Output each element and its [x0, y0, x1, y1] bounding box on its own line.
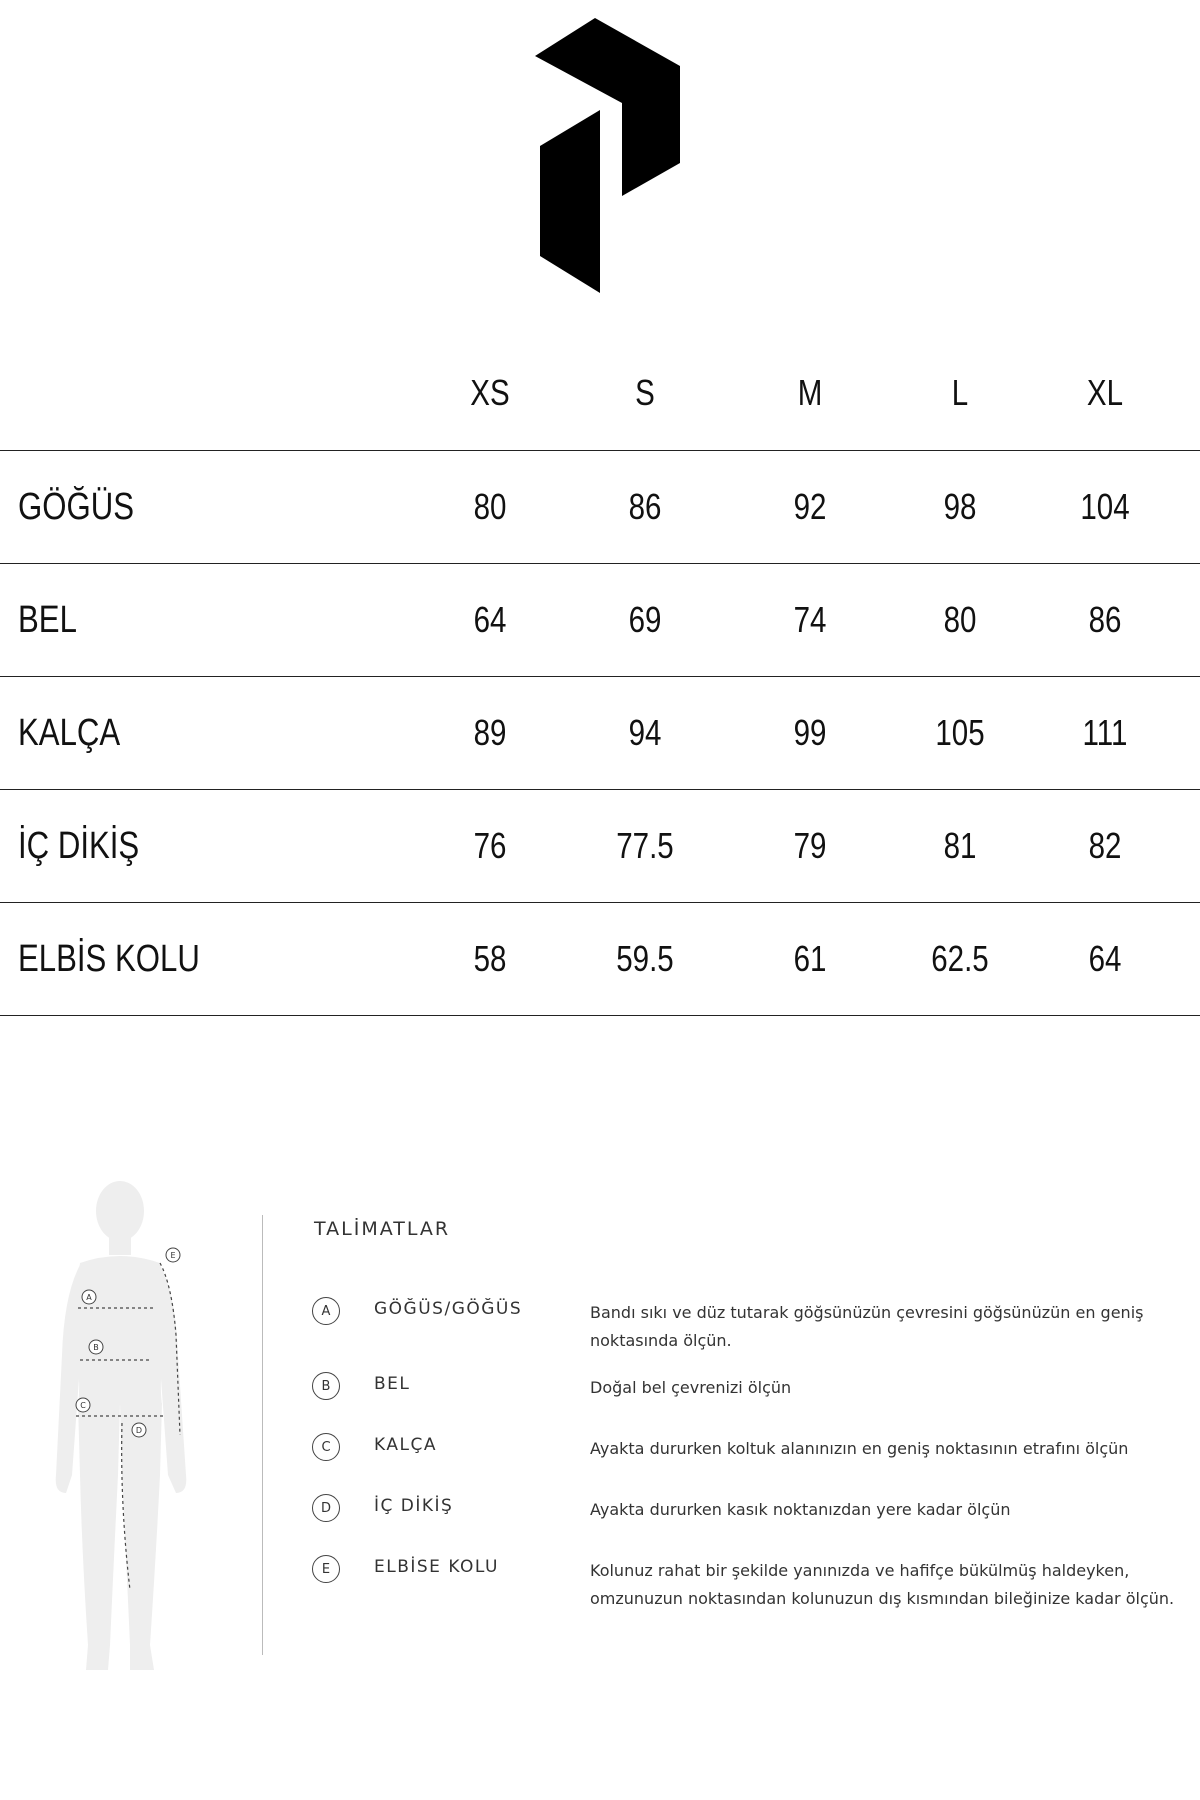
size-header-xs: XS — [470, 372, 510, 413]
size-value: 89 — [473, 712, 507, 753]
row-label: İÇ DİKİŞ — [18, 824, 140, 867]
size-value: 69 — [628, 599, 662, 640]
size-value: 104 — [1080, 486, 1130, 527]
size-value: 82 — [1088, 825, 1122, 866]
instruction-item-sleeve — [312, 1555, 1192, 1615]
size-value: 99 — [793, 712, 827, 753]
instruction-name: BEL — [374, 1374, 411, 1394]
marker-badge: C — [312, 1433, 340, 1461]
size-value: 98 — [943, 486, 977, 527]
size-chart-table — [0, 350, 1200, 1016]
size-header-l: L — [951, 372, 969, 413]
size-header-s: S — [635, 372, 655, 413]
instruction-item-hip — [312, 1433, 1192, 1493]
size-row-sleeve — [0, 903, 1200, 1016]
size-value: 59.5 — [616, 938, 674, 979]
body-measurement-figure-icon — [50, 1175, 210, 1680]
brand-logo-icon — [530, 18, 690, 298]
size-value: 62.5 — [931, 938, 989, 979]
size-value: 111 — [1082, 712, 1128, 753]
size-value: 80 — [473, 486, 507, 527]
marker-badge: A — [312, 1297, 340, 1325]
size-row-waist — [0, 564, 1200, 677]
section-divider — [262, 1215, 263, 1655]
figure-marker-e: E — [170, 1251, 176, 1260]
size-value: 77.5 — [616, 825, 674, 866]
instruction-description: Bandı sıkı ve düz tutarak göğsünüzün çevresini göğsünüzün en geniş noktasında ölçün. — [590, 1303, 1144, 1350]
instruction-description: Ayakta dururken kasık noktanızdan yere kadar ölçün — [590, 1500, 1011, 1519]
size-value: 64 — [473, 599, 507, 640]
size-value: 64 — [1088, 938, 1122, 979]
size-value: 80 — [943, 599, 977, 640]
size-row-chest — [0, 451, 1200, 564]
size-row-hip — [0, 677, 1200, 790]
size-value: 94 — [628, 712, 662, 753]
marker-badge: E — [312, 1555, 340, 1583]
figure-marker-d: D — [135, 1426, 143, 1435]
instruction-item-waist — [312, 1372, 1192, 1432]
size-value: 81 — [943, 825, 977, 866]
size-header-row — [0, 350, 1200, 451]
instruction-description: Doğal bel çevrenizi ölçün — [590, 1378, 792, 1397]
size-value: 74 — [793, 599, 827, 640]
figure-marker-a: A — [86, 1293, 92, 1302]
row-label: GÖĞÜS — [18, 485, 135, 528]
instruction-description: Kolunuz rahat bir şekilde yanınızda ve hafifçe bükülmüş haldeyken, omzunuzun noktasından kolunuzun dış kısmından bileğinize kadar ölçün. — [590, 1561, 1175, 1608]
instruction-item-inseam — [312, 1494, 1192, 1554]
instruction-name: ELBİSE KOLU — [374, 1557, 499, 1577]
figure-marker-b: B — [93, 1343, 99, 1352]
size-value: 79 — [793, 825, 827, 866]
instructions-title: TALİMATLAR — [314, 1218, 451, 1240]
measurement-instructions — [0, 1165, 1200, 1685]
size-value: 105 — [935, 712, 985, 753]
instruction-description: Ayakta dururken koltuk alanınızın en geniş noktasının etrafını ölçün — [590, 1439, 1129, 1458]
row-label: KALÇA — [18, 711, 121, 754]
marker-badge: D — [312, 1494, 340, 1522]
instruction-item-chest — [312, 1297, 1192, 1357]
row-label: BEL — [18, 598, 77, 641]
size-value: 86 — [628, 486, 662, 527]
row-label: ELBİS KOLU — [18, 937, 200, 980]
marker-badge: B — [312, 1372, 340, 1400]
instruction-name: KALÇA — [374, 1435, 437, 1455]
instruction-name: İÇ DİKİŞ — [374, 1496, 454, 1516]
figure-marker-c: C — [80, 1401, 86, 1410]
size-value: 58 — [473, 938, 507, 979]
size-header-xl: XL — [1086, 372, 1124, 413]
size-value: 61 — [793, 938, 827, 979]
size-value: 86 — [1088, 599, 1122, 640]
size-row-inseam — [0, 790, 1200, 903]
size-header-m: M — [797, 372, 823, 413]
instruction-name: GÖĞÜS/GÖĞÜS — [374, 1299, 523, 1319]
size-value: 76 — [473, 825, 507, 866]
size-value: 92 — [793, 486, 827, 527]
